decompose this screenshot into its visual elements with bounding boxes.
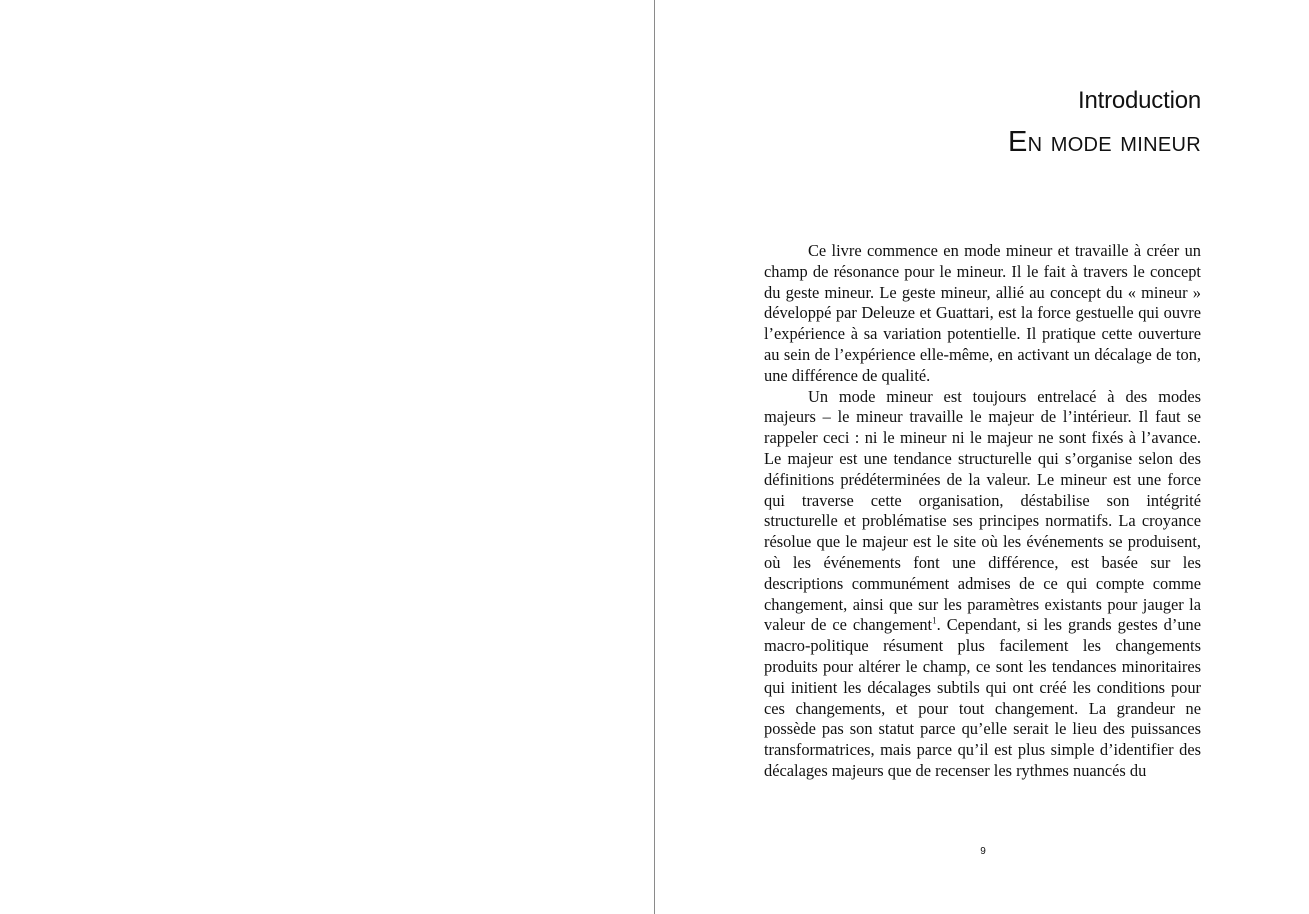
footnote-reference[interactable]: 1: [932, 615, 937, 626]
chapter-title: En mode mineur: [1008, 126, 1201, 158]
page-number-container: [655, 846, 1309, 857]
chapter-label: Introduction: [1077, 87, 1201, 114]
paragraph-2-text-after-note: . Cependant, si les grands gestes d’une macro-politique résument plus facilement les changements produits pour altérer le champ, ce sont les tendances minoritaires qui initient les décalages subtils qui ont créé les conditions pour ces changements, et pour tout changement. La grandeur ne possède pas son statut parce qu’elle serait le lieu des puissances transformatrices, mais parce qu’il est plus simple d’identifier des décalages majeurs que de recenser les rythmes nuancés du: [764, 615, 1201, 780]
body-text: [764, 241, 1201, 782]
right-page: [655, 0, 1309, 914]
paragraph-1: Ce livre commence en mode mineur et travaille à créer un champ de résonance pour le mineur. Il le fait à travers le concept du geste mineur. Le geste mineur, allié au concept du « mineur » développé par Deleuze et Guattari, est la force gestuelle qui ouvre l’expérience à sa variation potentielle. Il pratique cette ouverture au sein de l’expérience elle-même, en activant un décalage de ton, une différence de qualité.: [764, 241, 1201, 385]
page-number: 9: [980, 846, 986, 857]
paragraph-2: [764, 387, 1201, 782]
left-page-blank: [0, 0, 654, 914]
paragraph-2-text-before-note: Un mode mineur est toujours entrelacé à des modes majeurs – le mineur travaille le majeur de l’intérieur. Il faut se rappeler ceci : ni le mineur ni le majeur ne sont fixés à l’avance. Le majeur est une tendance structurelle qui s’organise selon des définitions prédéterminées de la valeur. Le mineur est une force qui traverse cette organisation, déstabilise son intégrité structurelle et problématise ses principes normatifs. La croyance résolue que le majeur est le site où les événements se produisent, où les événements font une différence, est basée sur les descriptions communément admises de ce qui compte comme changement, ainsi que sur les paramètres existants pour jauger la valeur de ce changement: [764, 386, 1201, 635]
